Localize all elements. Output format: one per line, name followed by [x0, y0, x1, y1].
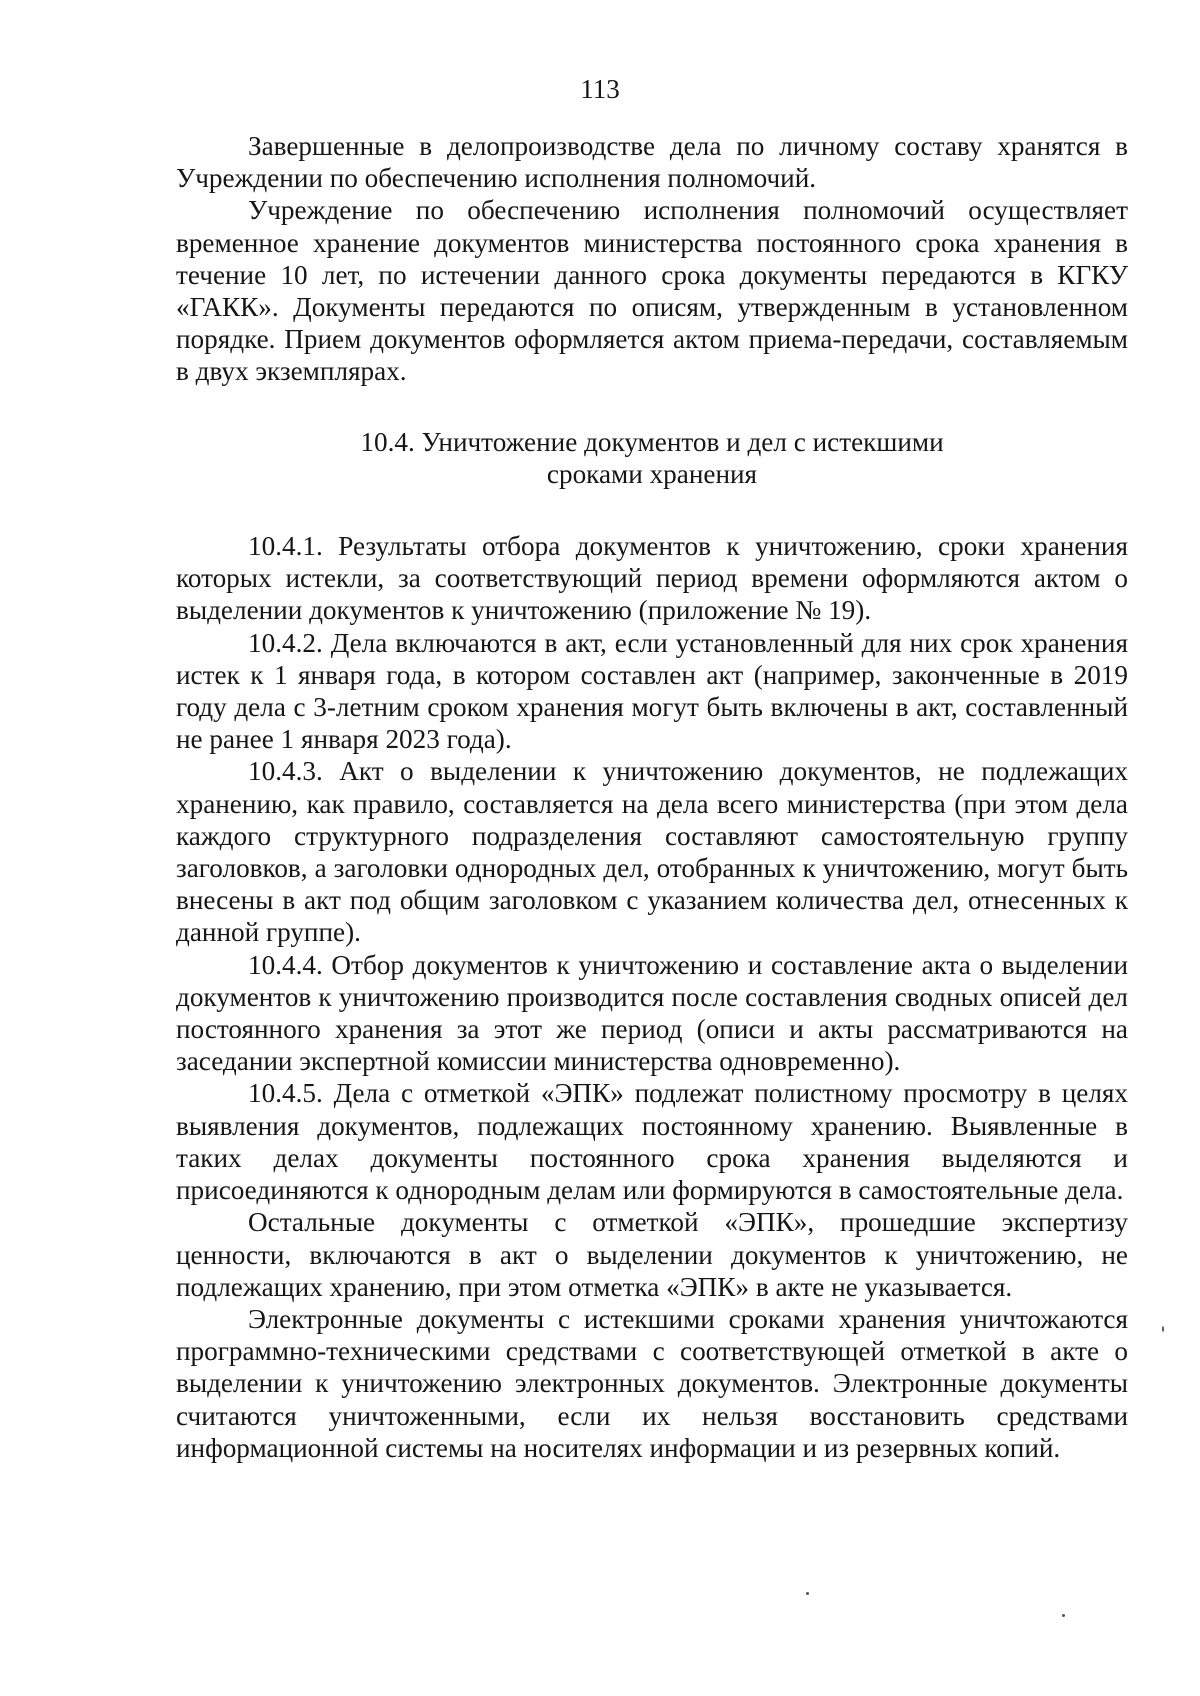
paragraph: Учреждение по обеспечению исполнения полномочий осуществляет временное хранение документов министерства постоянного срока хранения в течение 10 лет, по истечении данного срока документы передаются в КГКУ «ГАКК». Документы передаются по описям, утвержденным в установленном порядке. Прием документов оформляется актом приема-передачи, составляемым в двух экземплярах. [176, 195, 1128, 387]
paragraph: 10.4.5. Дела с отметкой «ЭПК» подлежат полистному просмотру в целях выявления документов, подлежащих постоянному хранению. Выявленные в таких делах документы постоянного срока хранения выделяются и присоединяются к однородным делам или формируются в самостоятельные дела. [176, 1078, 1128, 1206]
document-body [176, 130, 1128, 1464]
page-number: 113 [580, 74, 620, 104]
paragraph: 10.4.4. Отбор документов к уничтожению и составление акта о выделении документов к уничтожению производится после составления сводных описей дел постоянного хранения за этот же период (описи и акты рассматриваются на заседании экспертной комиссии министерства одновременно). [176, 949, 1128, 1077]
section-heading [176, 426, 1128, 490]
paragraph: Электронные документы с истекшими сроками хранения уничтожаются программно-техническими средствами с соответствующей отметкой в акте о выделении к уничтожению электронных документов. Электронные документы считаются уничтоженными, если их нельзя восстановить средствами информационной системы на носителях информации и из резервных копий. [176, 1303, 1128, 1463]
section-heading-line: 10.4. Уничтожение документов и дел с истекшими [360, 426, 944, 457]
paragraph: 10.4.2. Дела включаются в акт, если установленный для них срок хранения истек к 1 января года, в котором составлен акт (например, законченные в 2019 году дела с 3-летним сроком хранения могут быть включены в акт, составленный не ранее 1 января 2023 года). [176, 627, 1128, 755]
section-heading-line: сроками хранения [546, 458, 758, 489]
scan-speck [1162, 1326, 1164, 1332]
paragraph: Завершенные в делопроизводстве дела по личному составу хранятся в Учреждении по обеспечению исполнения полномочий. [176, 131, 1128, 194]
scan-speck [1062, 1614, 1065, 1617]
paragraph: 10.4.1. Результаты отбора документов к уничтожению, сроки хранения которых истекли, за соответствующий период времени оформляются актом о выделении документов к уничтожению (приложение № 19). [176, 531, 1128, 626]
scan-speck [806, 1592, 809, 1595]
paragraph: Остальные документы с отметкой «ЭПК», прошедшие экспертизу ценности, включаются в акт о выделении документов к уничтожению, не подлежащих хранению, при этом отметка «ЭПК» в акте не указывается. [176, 1207, 1128, 1302]
paragraph: 10.4.3. Акт о выделении к уничтожению документов, не подлежащих хранению, как правило, составляется на дела всего министерства (при этом дела каждого структурного подразделения составляют самостоятельную группу заголовков, а заголовки однородных дел, отобранных к уничтожению, могут быть внесены в акт под общим заголовком с указанием количества дел, отнесенных к данной группе). [176, 756, 1128, 948]
